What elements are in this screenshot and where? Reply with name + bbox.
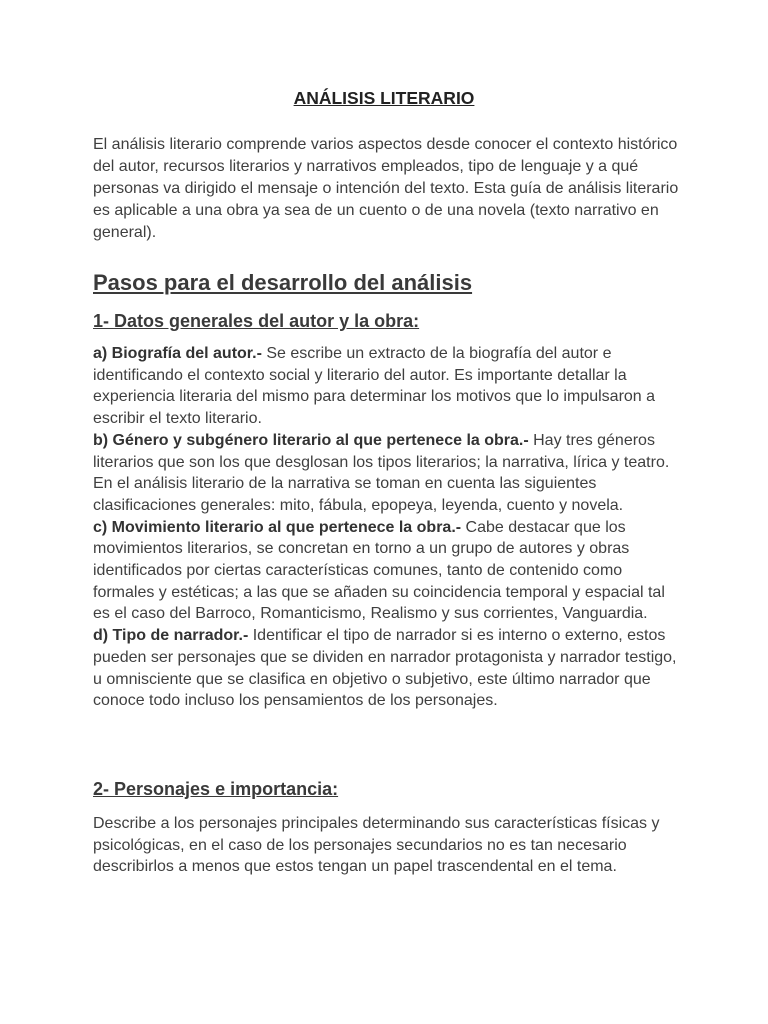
document-title: ANÁLISIS LITERARIO	[293, 88, 475, 108]
item-a-text: Se escribe un extracto de la biografía del autor e identificando el contexto social y literario del autor. Es importante detallar la experiencia literaria del mismo para determinar los motivos que lo impulsaron a escribir el texto literario.	[93, 345, 656, 428]
section-2-heading: 2- Personajes e importancia:	[93, 779, 339, 799]
item-a-paragraph	[93, 343, 683, 430]
section-1-body	[93, 343, 683, 712]
item-a-lead: a) Biografía del autor.-	[93, 345, 262, 362]
item-c-text: Cabe destacar que los movimientos literarios, se concretan en torno a un grupo de autores y obras identificados por ciertas características comunes, tanto de contenido como formales y estéticas; a las que se añaden su coincidencia temporal y espacial tal es el caso del Barroco, Romanticismo, Realismo y sus corrientes, Vanguardia.	[93, 518, 665, 623]
section-2-paragraph: Describe a los personajes principales determinando sus características físicas y psicológicas, en el caso de los personajes secundarios no es tan necesario describirlos a menos que estos tengan un papel trascendental en el tema.	[93, 815, 660, 876]
item-b-paragraph	[93, 430, 683, 473]
main-heading: Pasos para el desarrollo del análisis	[93, 270, 473, 295]
item-b-note: En el análisis literario de la narrativa se toman en cuenta las siguientes clasificaciones generales: mito, fábula, epopeya, leyenda, cuento y novela.	[93, 475, 624, 514]
item-b-text: Hay tres géneros literarios que son los que desglosan los tipos literarios; la narrativa, lírica y teatro.	[93, 431, 670, 471]
item-b-lead: b) Género y subgénero literario al que pertenece la obra.-	[93, 431, 529, 449]
section-2-body	[93, 813, 683, 878]
intro-paragraph: El análisis literario comprende varios aspectos desde conocer el contexto histórico del autor, recursos literarios y narrativos empleados, tipo de lenguaje y a qué personas va dirigido el mensaje o intención del texto. Esta guía de análisis literario es aplicable a una obra ya sea de un cuento o de una novela (texto narrativo en general).	[93, 136, 679, 241]
section-1-heading: 1- Datos generales del autor y la obra:	[93, 311, 420, 331]
item-c-paragraph	[93, 517, 683, 626]
item-d-paragraph	[93, 625, 683, 712]
item-d-text: Identificar el tipo de narrador si es interno o externo, estos pueden ser personajes que se dividen en narrador protagonista y narrador testigo, u omnisciente que se clasifica en objetivo o subjetivo, este último narrador que conoce todo incluso los pensamientos de los personajes.	[93, 627, 677, 710]
item-c-lead: c) Movimiento literario al que pertenece la obra.-	[93, 518, 462, 536]
item-d-lead: d) Tipo de narrador.-	[93, 627, 249, 645]
